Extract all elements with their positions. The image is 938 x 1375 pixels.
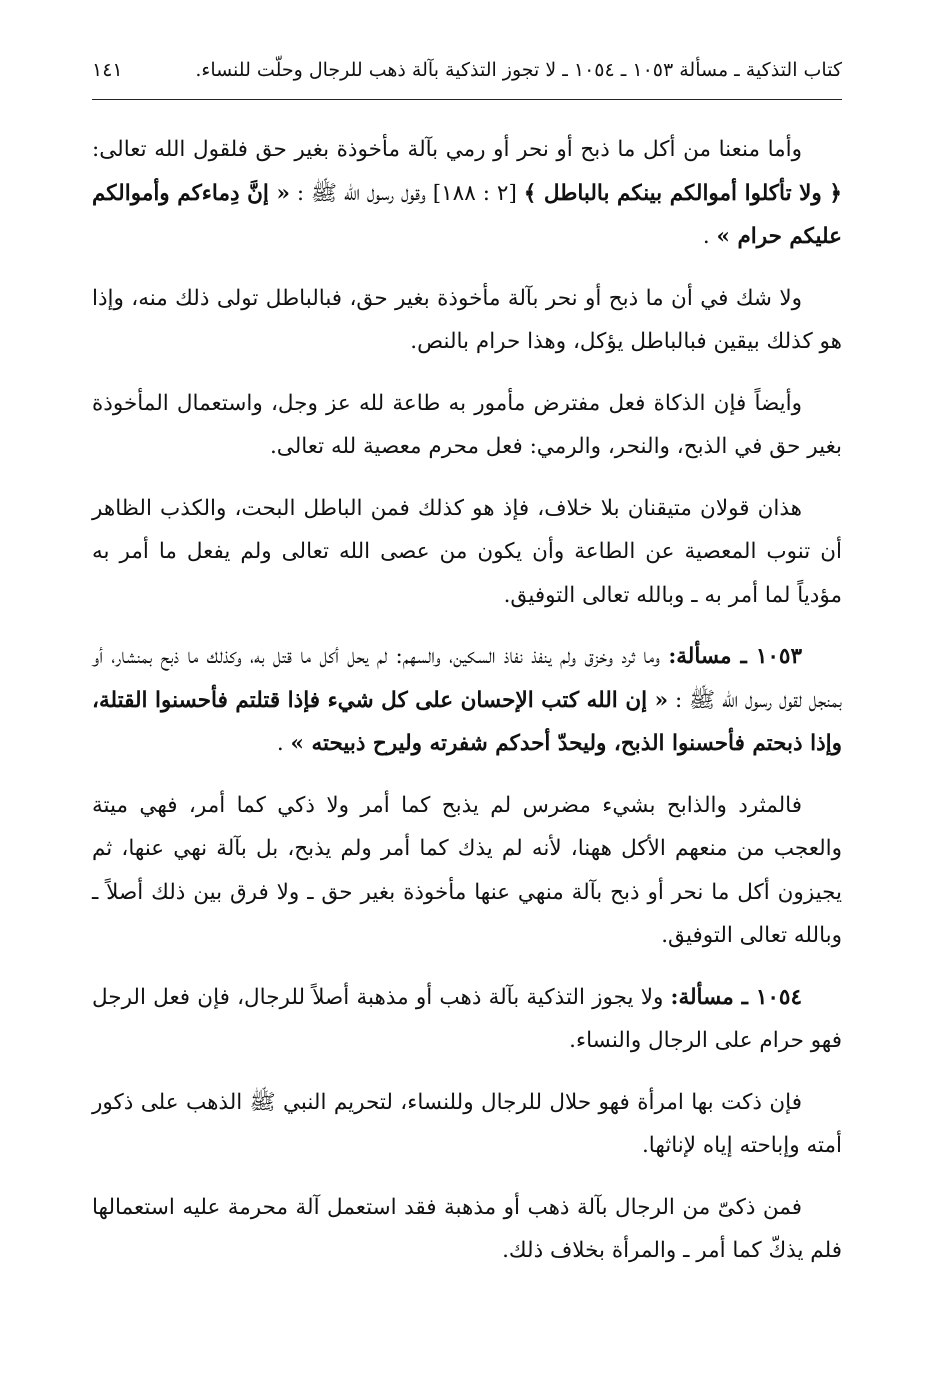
paragraph-1-text-a: وأما منعنا من أكل ما ذبح أو نحر أو رمي بآلة مأخوذة بغير حق فلقول الله تعالى:: [92, 137, 802, 162]
issue-number-1054: ١٠٥٤ ـ مسألة:: [670, 984, 803, 1010]
paragraph-1: [92, 128, 842, 259]
running-title: كتاب التذكية ـ مسألة ١٠٥٣ ـ ١٠٥٤ ـ لا تجوز التذكية بآلة ذهب للرجال وحلّت للنساء.: [195, 59, 842, 81]
quran-verse: ﴿ ولا تأكلوا أموالكم بينكم بالباطل ﴾: [523, 180, 842, 206]
paragraph-5-text-a: وما ثرد وخزق ولم ينفذ نفاذ السكين، والسهم: لم يحل أكل ما قتل به، وكذلك ما ذبح بمنشار، أو بمنجل لقول رسول الله ﷺ :: [92, 644, 842, 713]
page-number: ١٤١: [92, 59, 123, 81]
paragraph-8: فإن ذكت بها امرأة فهو حلال للرجال وللنساء، لتحريم النبي ﷺ الذهب على ذكور أمته وإباحته إياه لإناثها.: [92, 1089, 842, 1158]
issue-number-1053: ١٠٥٣ ـ مسألة:: [668, 644, 803, 669]
paragraph-1-text-c: .: [702, 224, 717, 249]
paragraph-5: [92, 635, 842, 766]
header-rule: [92, 99, 842, 100]
paragraph-2: ولا شك في أن ما ذبح أو نحر بآلة مأخوذة بغير حق، فبالباطل تولى ذلك منه، وإذا هو كذلك بيقين فبالباطل يؤكل، وهذا حرام بالنص.: [92, 285, 842, 354]
paragraph-6: فالمثرد والذابح بشيء مضرس لم يذبح كما أمر ولا ذكي كما أمر، فهي ميتة والعجب من منعهم الأكل ههنا، لأنه لم يذك كما أمر ولم يذبح، بل بآلة نهي عنها، ثم يجيزون أكل ما نحر أو ذبح بآلة منهي عنها مأخوذة بغير حق ـ ولا فرق بين ذلك أصلاً ـ وبالله تعالى التوفيق.: [92, 792, 842, 948]
page-body: [92, 128, 842, 1291]
paragraph-5-text-b: .: [276, 731, 291, 756]
paragraph-4: هذان قولان متيقنان بلا خلاف، فإذ هو كذلك فمن الباطل البحت، والكذب الظاهر أن تنوب المعصية عن الطاعة وأن يكون من عصى الله تعالى ولم يفعل ما أمر به مؤدياً لما أمر به ـ وبالله تعالى التوفيق.: [92, 495, 842, 608]
hadith-quote-1: « إنَّ دِماءكم وأموالكم عليكم حرام »: [92, 180, 842, 249]
hadith-quote-2: « إن الله كتب الإحسان على كل شيء فإذا قتلتم فأحسنوا القتلة، وإذا ذبحتم فأحسنوا الذبح، وليحدّ أحدكم شفرته وليرح ذبيحته »: [92, 687, 842, 756]
page-header: [92, 50, 842, 90]
paragraph-1-text-b: [٢ : ١٨٨] وقول رسول الله ﷺ :: [289, 180, 524, 206]
paragraph-3: وأيضاً فإن الذكاة فعل مفترض مأمور به طاعة لله عز وجل، واستعمال المأخوذة بغير حق في الذبح، والنحر، والرمي: فعل محرم معصية لله تعالى.: [92, 390, 842, 459]
paragraph-9: فمن ذكىّ من الرجال بآلة ذهب أو مذهبة فقد استعمل آلة محرمة عليه استعمالها فلم يذكّ كما أمر ـ والمرأة بخلاف ذلك.: [92, 1194, 842, 1263]
paragraph-7-text: ولا يجوز التذكية بآلة ذهب أو مذهبة أصلاً للرجال، فإن فعل الرجل فهو حرام على الرجال والنساء.: [92, 984, 842, 1053]
paragraph-7: [92, 976, 842, 1063]
